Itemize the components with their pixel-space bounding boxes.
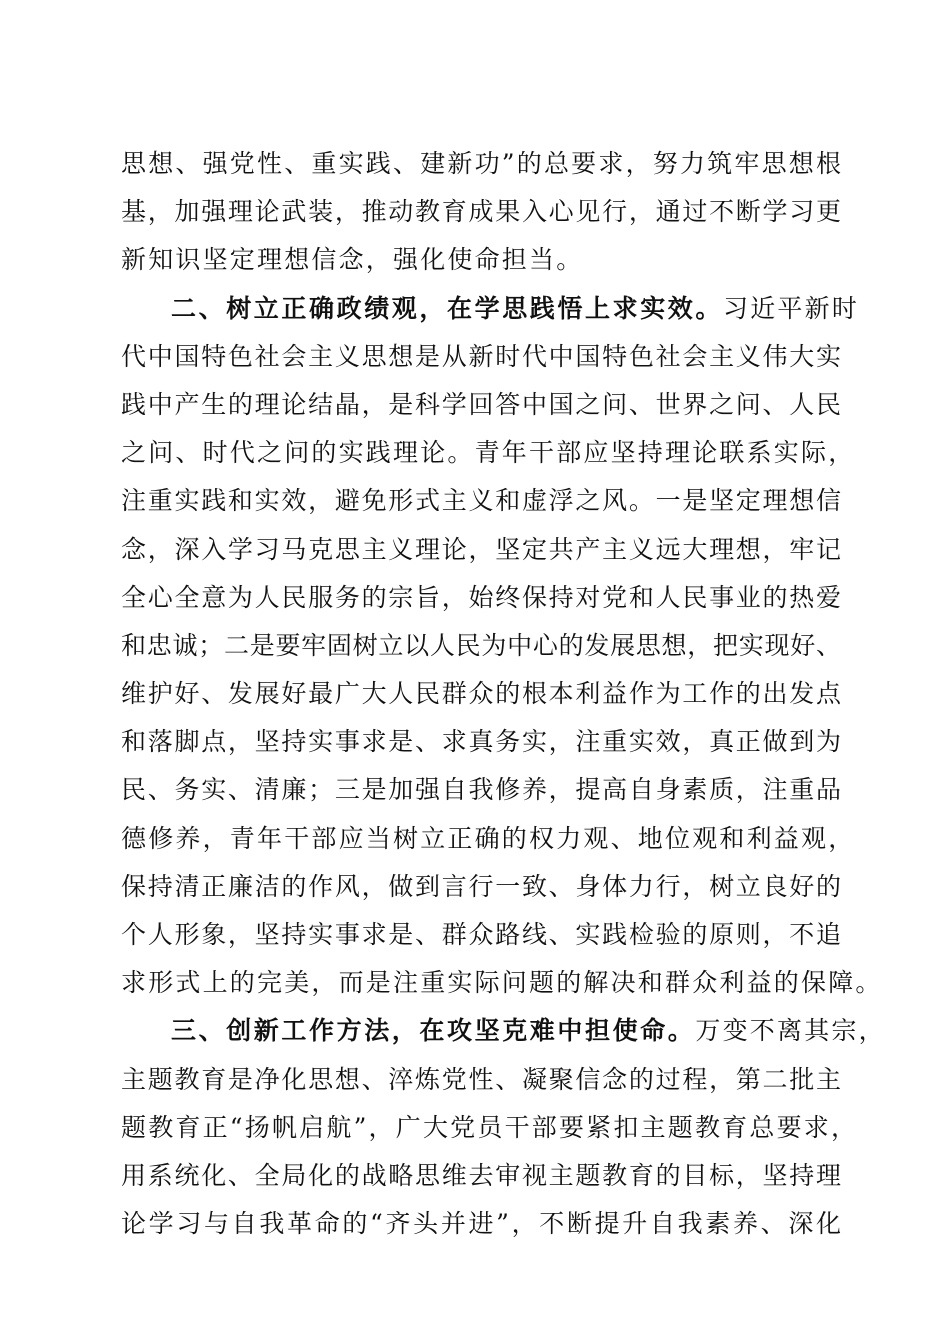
text-line: 主题教育是净化思想、淬炼党性、凝聚信念的过程，第二批主 xyxy=(121,1064,841,1094)
section-heading: 三、创新工作方法，在攻坚克难中担使命。 xyxy=(171,1016,696,1046)
text-line: 代中国特色社会主义思想是从新时代中国特色社会主义伟大实 xyxy=(121,341,841,371)
text-line: 新知识坚定理想信念，强化使命担当。 xyxy=(121,245,584,275)
paragraph xyxy=(121,1007,886,1248)
text-line: 全心全意为人民服务的宗旨，始终保持对党和人民事业的热爱 xyxy=(121,582,841,612)
text-line: 践中产生的理论结晶，是科学回答中国之问、世界之问、人民 xyxy=(121,389,841,419)
text-line: 基，加强理论武装，推动教育成果入心见行，通过不断学习更 xyxy=(121,197,841,227)
text-line: 和落脚点，坚持实事求是、求真务实，注重实效，真正做到为 xyxy=(121,727,841,757)
document-body xyxy=(121,140,886,1248)
text-line: 保持清正廉洁的作风，做到言行一致、身体力行，树立良好的 xyxy=(121,871,841,901)
text-line: 用系统化、全局化的战略思维去审视主题教育的目标，坚持理 xyxy=(121,1160,841,1190)
text-line: 论学习与自我革命的“齐头并进”，不断提升自我素养、深化 xyxy=(121,1209,841,1239)
text-line: 民、务实、清廉；三是加强自我修养，提高自身素质，注重品 xyxy=(121,775,841,805)
text-line: 和忠诚；二是要牢固树立以人民为中心的发展思想，把实现好、 xyxy=(121,630,841,660)
text-run: 习近平新时 xyxy=(723,293,860,323)
paragraph-first-line xyxy=(121,1007,886,1055)
text-line: 题教育正“扬帆启航”，广大党员干部要紧扣主题教育总要求， xyxy=(121,1112,859,1142)
text-line: 思想、强党性、重实践、建新功”的总要求，努力筑牢思想根 xyxy=(121,149,841,178)
text-line: 维护好、发展好最广大人民群众的根本利益作为工作的出发点 xyxy=(121,679,841,709)
section-heading: 二、树立正确政绩观，在学思践悟上求实效。 xyxy=(171,293,724,323)
paragraph-first-line xyxy=(121,285,860,333)
paragraph xyxy=(121,285,883,1008)
text-run: 万变不离其宗， xyxy=(695,1016,886,1046)
text-line: 个人形象，坚持实事求是、群众路线、实践检验的原则，不追 xyxy=(121,920,841,949)
text-line: 注重实践和实效，避免形式主义和虚浮之风。一是坚定理想信 xyxy=(121,486,841,516)
paragraph xyxy=(121,140,841,285)
text-line: 德修养，青年干部应当树立正确的权力观、地位观和利益观， xyxy=(121,823,856,853)
text-line: 之问、时代之问的实践理论。青年干部应坚持理论联系实际， xyxy=(121,438,856,468)
text-line: 求形式上的完美，而是注重实际问题的解决和群众利益的保障。 xyxy=(121,968,883,998)
text-line: 念，深入学习马克思主义理论，坚定共产主义远大理想，牢记 xyxy=(121,534,841,564)
